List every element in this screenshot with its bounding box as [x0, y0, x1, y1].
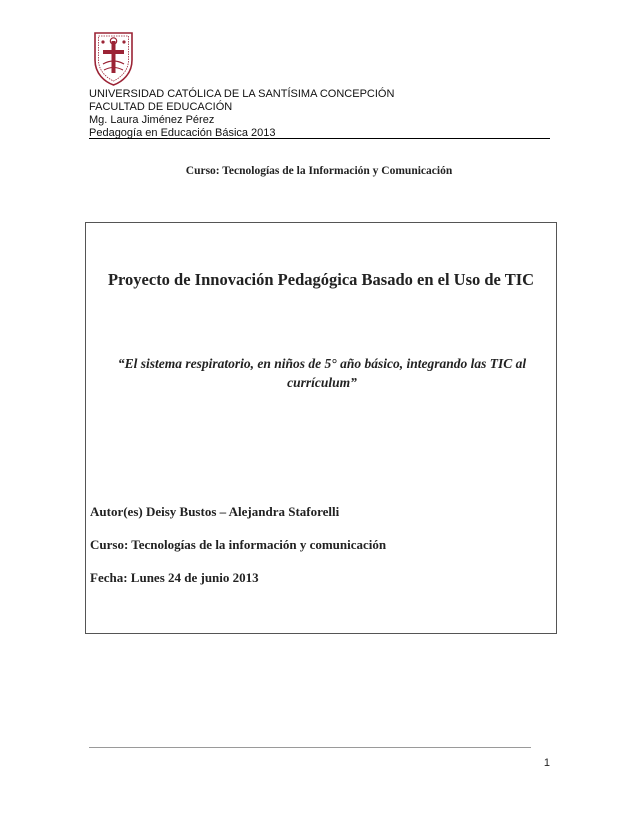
institution-header: [89, 88, 549, 140]
page-number: 1: [543, 757, 550, 769]
course-line: Curso: Tecnologías de la información y comunicación: [90, 537, 387, 552]
faculty-name: FACULTAD DE EDUCACIÓN: [89, 101, 233, 113]
university-name: UNIVERSIDAD CATÓLICA DE LA SANTÍSIMA CONCEPCIÓN: [89, 88, 395, 100]
subtitle-line-1: “El sistema respiratorio, en niños de 5° año básico, integrando las TIC al: [117, 356, 527, 371]
header-divider: [89, 138, 550, 139]
subtitle-line-2: currículum”: [287, 375, 357, 390]
authors-line: Autor(es) Deisy Bustos – Alejandra Staforelli: [90, 504, 340, 519]
course-heading: Curso: Tecnologías de la Información y Comunicación: [185, 165, 453, 177]
project-subtitle: [88, 354, 556, 392]
date-line: Fecha: Lunes 24 de junio 2013: [90, 570, 259, 585]
project-title: Proyecto de Innovación Pedagógica Basado en el Uso de TIC: [107, 270, 535, 289]
university-seal-icon: [91, 30, 136, 86]
program-name: Pedagogía en Educación Básica 2013: [89, 127, 276, 139]
professor-name: Mg. Laura Jiménez Pérez: [89, 114, 215, 126]
footer-divider: [89, 747, 531, 748]
